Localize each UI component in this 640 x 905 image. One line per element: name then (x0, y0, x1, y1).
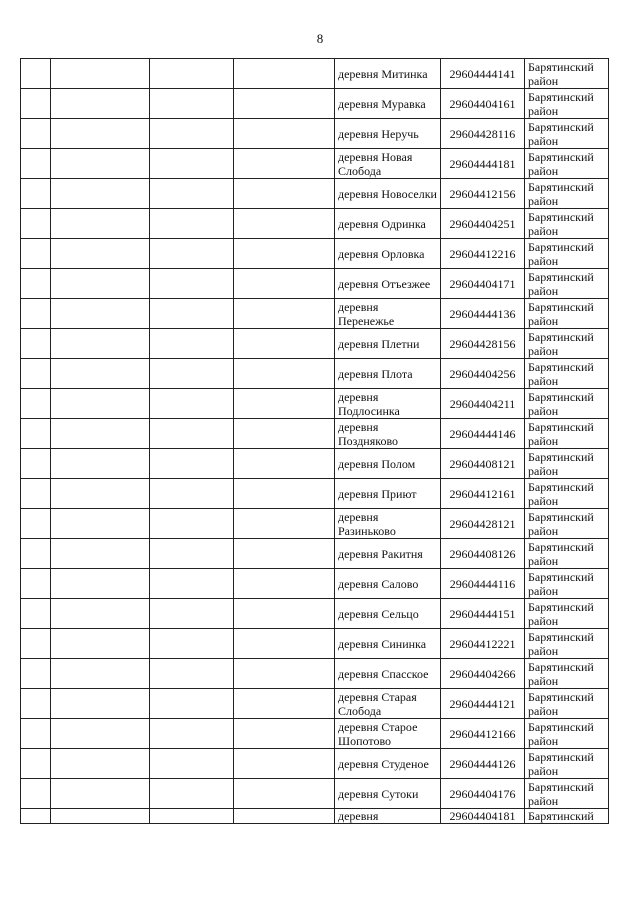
empty-cell (21, 119, 51, 149)
settlement-name-cell: деревня (335, 809, 441, 824)
settlement-name-cell: деревня Митинка (335, 59, 441, 89)
empty-cell (21, 359, 51, 389)
district-cell: Барятинский район (525, 239, 609, 269)
district-cell: Барятинский район (525, 719, 609, 749)
empty-cell (150, 359, 234, 389)
settlement-name-cell: деревня Неручь (335, 119, 441, 149)
empty-cell (150, 689, 234, 719)
oktmo-code-cell: 29604404251 (441, 209, 525, 239)
empty-cell (51, 779, 150, 809)
district-cell: Барятинский район (525, 779, 609, 809)
empty-cell (21, 419, 51, 449)
empty-cell (51, 599, 150, 629)
empty-cell (21, 239, 51, 269)
oktmo-code-cell: 29604404256 (441, 359, 525, 389)
empty-cell (51, 689, 150, 719)
district-cell: Барятинский район (525, 359, 609, 389)
empty-cell (234, 209, 335, 239)
empty-cell (150, 419, 234, 449)
empty-cell (234, 59, 335, 89)
empty-cell (51, 629, 150, 659)
empty-cell (51, 389, 150, 419)
district-cell: Барятинский район (525, 509, 609, 539)
empty-cell (51, 659, 150, 689)
empty-cell (234, 689, 335, 719)
empty-cell (21, 809, 51, 824)
empty-cell (234, 539, 335, 569)
settlement-name-cell: деревня Сининка (335, 629, 441, 659)
empty-cell (150, 89, 234, 119)
empty-cell (51, 269, 150, 299)
empty-cell (150, 299, 234, 329)
oktmo-code-cell: 29604444146 (441, 419, 525, 449)
empty-cell (150, 629, 234, 659)
table-row (21, 89, 609, 119)
oktmo-code-cell: 29604412166 (441, 719, 525, 749)
settlement-name-cell: деревня Плетни (335, 329, 441, 359)
oktmo-code-cell: 29604444181 (441, 149, 525, 179)
empty-cell (150, 479, 234, 509)
oktmo-code-cell: 29604444136 (441, 299, 525, 329)
empty-cell (51, 449, 150, 479)
table-row (21, 659, 609, 689)
oktmo-code-cell: 29604404176 (441, 779, 525, 809)
settlement-name-cell: деревня Старое Шопотово (335, 719, 441, 749)
settlement-name-cell: деревня Студеное (335, 749, 441, 779)
empty-cell (150, 209, 234, 239)
settlement-name-cell: деревня Спасское (335, 659, 441, 689)
oktmo-code-cell: 29604404266 (441, 659, 525, 689)
table-row (21, 719, 609, 749)
empty-cell (150, 269, 234, 299)
table-row (21, 359, 609, 389)
oktmo-code-cell: 29604412161 (441, 479, 525, 509)
empty-cell (150, 569, 234, 599)
settlement-name-cell: деревня Сутоки (335, 779, 441, 809)
empty-cell (21, 179, 51, 209)
empty-cell (234, 659, 335, 689)
page-number: 8 (316, 31, 324, 46)
empty-cell (21, 719, 51, 749)
empty-cell (21, 599, 51, 629)
empty-cell (234, 599, 335, 629)
table-row (21, 179, 609, 209)
empty-cell (234, 509, 335, 539)
table-row (21, 419, 609, 449)
empty-cell (21, 779, 51, 809)
empty-cell (234, 629, 335, 659)
empty-cell (234, 569, 335, 599)
empty-cell (150, 719, 234, 749)
empty-cell (51, 299, 150, 329)
settlement-name-cell: деревня Новая Слобода (335, 149, 441, 179)
oktmo-code-cell: 29604404161 (441, 89, 525, 119)
settlement-name-cell: деревня Приют (335, 479, 441, 509)
oktmo-code-cell: 29604408126 (441, 539, 525, 569)
empty-cell (150, 809, 234, 824)
empty-cell (51, 809, 150, 824)
settlement-name-cell: деревня Разиньково (335, 509, 441, 539)
settlement-name-cell: деревня Старая Слобода (335, 689, 441, 719)
empty-cell (21, 509, 51, 539)
empty-cell (21, 629, 51, 659)
empty-cell (150, 449, 234, 479)
oktmo-code-cell: 29604444116 (441, 569, 525, 599)
empty-cell (51, 149, 150, 179)
empty-cell (150, 659, 234, 689)
empty-cell (150, 389, 234, 419)
empty-cell (150, 239, 234, 269)
table-row (21, 149, 609, 179)
empty-cell (234, 119, 335, 149)
empty-cell (51, 419, 150, 449)
settlement-name-cell: деревня Салово (335, 569, 441, 599)
empty-cell (150, 779, 234, 809)
table-row (21, 119, 609, 149)
district-cell: Барятинский район (525, 629, 609, 659)
table-body (21, 59, 609, 824)
table-row (21, 509, 609, 539)
empty-cell (234, 779, 335, 809)
settlement-name-cell: деревня Поздняково (335, 419, 441, 449)
oktmo-code-cell: 29604444151 (441, 599, 525, 629)
district-cell: Барятинский район (525, 209, 609, 239)
oktmo-code-cell: 29604412156 (441, 179, 525, 209)
settlement-name-cell: деревня Одринка (335, 209, 441, 239)
empty-cell (51, 239, 150, 269)
oktmo-code-cell: 29604444126 (441, 749, 525, 779)
empty-cell (150, 599, 234, 629)
empty-cell (234, 329, 335, 359)
empty-cell (21, 659, 51, 689)
empty-cell (234, 269, 335, 299)
empty-cell (21, 689, 51, 719)
oktmo-code-cell: 29604428156 (441, 329, 525, 359)
oktmo-code-cell: 29604444141 (441, 59, 525, 89)
oktmo-code-cell: 29604428116 (441, 119, 525, 149)
table-row (21, 689, 609, 719)
district-cell: Барятинский район (525, 299, 609, 329)
district-cell: Барятинский район (525, 749, 609, 779)
empty-cell (234, 179, 335, 209)
district-cell: Барятинский район (525, 89, 609, 119)
table-row (21, 389, 609, 419)
settlement-name-cell: деревня Подлосинка (335, 389, 441, 419)
table-row (21, 809, 609, 824)
table-row (21, 209, 609, 239)
empty-cell (51, 59, 150, 89)
empty-cell (234, 89, 335, 119)
oktmo-code-cell: 29604404181 (441, 809, 525, 824)
table-row (21, 449, 609, 479)
district-cell: Барятинский район (525, 539, 609, 569)
empty-cell (21, 59, 51, 89)
empty-cell (234, 479, 335, 509)
oktmo-code-cell: 29604428121 (441, 509, 525, 539)
settlement-name-cell: деревня Отъезжее (335, 269, 441, 299)
empty-cell (21, 149, 51, 179)
table-row (21, 239, 609, 269)
district-cell: Барятинский район (525, 179, 609, 209)
empty-cell (51, 509, 150, 539)
table-row (21, 269, 609, 299)
empty-cell (21, 539, 51, 569)
district-cell: Барятинский (525, 809, 609, 824)
empty-cell (150, 179, 234, 209)
empty-cell (150, 509, 234, 539)
district-cell: Барятинский район (525, 389, 609, 419)
table-row (21, 329, 609, 359)
empty-cell (51, 479, 150, 509)
district-cell: Барятинский район (525, 569, 609, 599)
empty-cell (150, 59, 234, 89)
empty-cell (51, 119, 150, 149)
settlement-name-cell: деревня Плота (335, 359, 441, 389)
table-row (21, 749, 609, 779)
empty-cell (150, 119, 234, 149)
district-cell: Барятинский район (525, 59, 609, 89)
district-cell: Барятинский район (525, 269, 609, 299)
empty-cell (21, 479, 51, 509)
oktmo-code-cell: 29604444121 (441, 689, 525, 719)
empty-cell (234, 149, 335, 179)
empty-cell (150, 539, 234, 569)
empty-cell (21, 209, 51, 239)
empty-cell (21, 449, 51, 479)
empty-cell (51, 209, 150, 239)
empty-cell (234, 299, 335, 329)
empty-cell (51, 89, 150, 119)
empty-cell (21, 329, 51, 359)
settlement-name-cell: деревня Перенежье (335, 299, 441, 329)
settlement-name-cell: деревня Сельцо (335, 599, 441, 629)
empty-cell (21, 389, 51, 419)
empty-cell (234, 389, 335, 419)
empty-cell (21, 749, 51, 779)
settlement-name-cell: деревня Новоселки (335, 179, 441, 209)
empty-cell (234, 749, 335, 779)
empty-cell (21, 569, 51, 599)
district-cell: Барятинский район (525, 689, 609, 719)
empty-cell (51, 719, 150, 749)
district-cell: Барятинский район (525, 329, 609, 359)
table-row (21, 599, 609, 629)
empty-cell (150, 149, 234, 179)
table-row (21, 479, 609, 509)
settlement-name-cell: деревня Муравка (335, 89, 441, 119)
empty-cell (51, 539, 150, 569)
empty-cell (234, 449, 335, 479)
table-row (21, 569, 609, 599)
empty-cell (234, 719, 335, 749)
table-row (21, 59, 609, 89)
settlements-table (20, 58, 609, 824)
oktmo-code-cell: 29604412216 (441, 239, 525, 269)
district-cell: Барятинский район (525, 419, 609, 449)
table-row (21, 779, 609, 809)
empty-cell (51, 359, 150, 389)
empty-cell (150, 749, 234, 779)
district-cell: Барятинский район (525, 479, 609, 509)
table-row (21, 629, 609, 659)
oktmo-code-cell: 29604408121 (441, 449, 525, 479)
district-cell: Барятинский район (525, 119, 609, 149)
oktmo-code-cell: 29604412221 (441, 629, 525, 659)
district-cell: Барятинский район (525, 449, 609, 479)
district-cell: Барятинский район (525, 599, 609, 629)
table-row (21, 299, 609, 329)
oktmo-code-cell: 29604404211 (441, 389, 525, 419)
empty-cell (234, 809, 335, 824)
empty-cell (51, 179, 150, 209)
empty-cell (21, 89, 51, 119)
oktmo-code-cell: 29604404171 (441, 269, 525, 299)
empty-cell (234, 419, 335, 449)
empty-cell (51, 329, 150, 359)
empty-cell (21, 269, 51, 299)
empty-cell (51, 749, 150, 779)
empty-cell (51, 569, 150, 599)
settlement-name-cell: деревня Полом (335, 449, 441, 479)
empty-cell (150, 329, 234, 359)
empty-cell (234, 239, 335, 269)
district-cell: Барятинский район (525, 659, 609, 689)
settlement-name-cell: деревня Орловка (335, 239, 441, 269)
empty-cell (234, 359, 335, 389)
district-cell: Барятинский район (525, 149, 609, 179)
table-row (21, 539, 609, 569)
empty-cell (21, 299, 51, 329)
settlement-name-cell: деревня Ракитня (335, 539, 441, 569)
